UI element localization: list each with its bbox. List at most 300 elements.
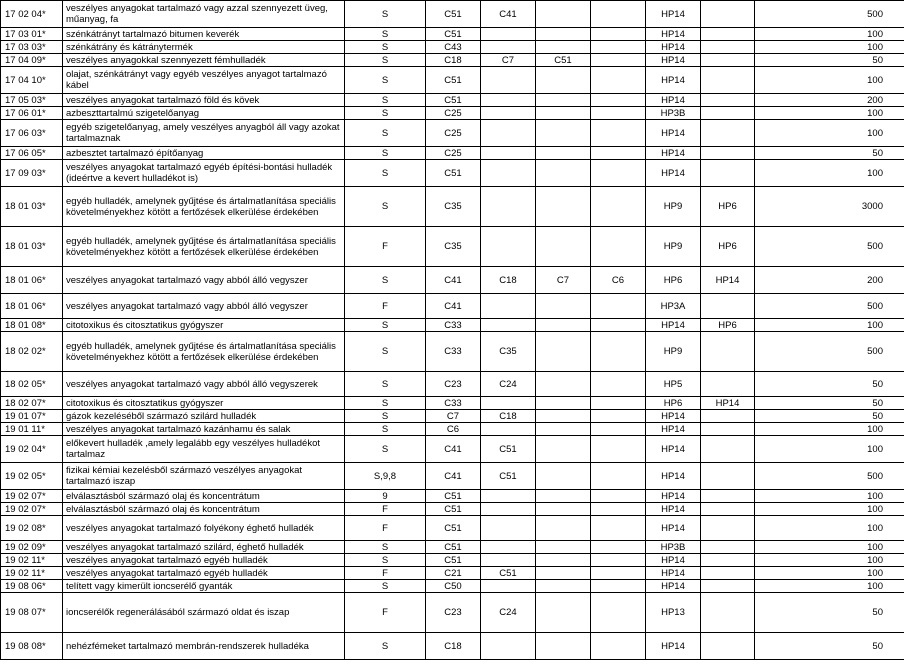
hp-code-1: HP3A	[646, 294, 701, 319]
c-code-4	[591, 147, 646, 160]
physical-state: S	[345, 147, 426, 160]
waste-code: 17 03 03*	[1, 41, 63, 54]
c-code-3	[536, 1, 591, 28]
hp-code-2	[701, 120, 755, 147]
physical-state: S	[345, 372, 426, 397]
c-code-2: C7	[481, 54, 536, 67]
waste-code: 18 01 03*	[1, 227, 63, 267]
hp-code-1: HP13	[646, 593, 701, 633]
c-code-2	[481, 67, 536, 94]
c-code-4	[591, 54, 646, 67]
hp-code-1: HP14	[646, 120, 701, 147]
c-code-1: C50	[426, 580, 481, 593]
physical-state: F	[345, 567, 426, 580]
table-row	[1, 397, 904, 410]
quantity: 500	[755, 294, 904, 319]
hp-code-1: HP9	[646, 332, 701, 372]
c-code-4	[591, 490, 646, 503]
c-code-2: C18	[481, 267, 536, 294]
physical-state: S	[345, 1, 426, 28]
c-code-1: C51	[426, 67, 481, 94]
c-code-4	[591, 319, 646, 332]
hp-code-2	[701, 147, 755, 160]
hp-code-1: HP14	[646, 633, 701, 660]
waste-description: veszélyes anyagokat tartalmazó vagy abból álló vegyszer	[63, 294, 345, 319]
hp-code-1: HP14	[646, 160, 701, 187]
c-code-1: C25	[426, 120, 481, 147]
waste-description: egyéb hulladék, amelynek gyűjtése és ártalmatlanítása speciális követelményekhez kötött a fertőzések elkerülése érdekében	[63, 187, 345, 227]
c-code-3	[536, 187, 591, 227]
table-row	[1, 332, 904, 372]
c-code-4	[591, 580, 646, 593]
c-code-1: C43	[426, 41, 481, 54]
table-row	[1, 567, 904, 580]
waste-description: veszélyes anyagokat tartalmazó vagy abból álló vegyszerek	[63, 372, 345, 397]
waste-description: veszélyes anyagokat tartalmazó folyékony éghető hulladék	[63, 516, 345, 541]
hp-code-2	[701, 463, 755, 490]
physical-state: S	[345, 319, 426, 332]
c-code-2	[481, 516, 536, 541]
waste-code: 18 01 06*	[1, 294, 63, 319]
waste-code: 18 02 02*	[1, 332, 63, 372]
c-code-3	[536, 410, 591, 423]
c-code-1: C41	[426, 436, 481, 463]
waste-description: citotoxikus és citosztatikus gyógyszer	[63, 319, 345, 332]
table-row	[1, 503, 904, 516]
waste-description: elválasztásból származó olaj és koncentrátum	[63, 490, 345, 503]
quantity: 500	[755, 332, 904, 372]
c-code-2	[481, 503, 536, 516]
hp-code-2	[701, 67, 755, 94]
waste-description: olajat, szénkátrányt vagy egyéb veszélyes anyagot tartalmazó kábel	[63, 67, 345, 94]
c-code-1: C51	[426, 490, 481, 503]
quantity: 50	[755, 593, 904, 633]
hp-code-1: HP5	[646, 372, 701, 397]
c-code-3	[536, 554, 591, 567]
hp-code-2	[701, 516, 755, 541]
c-code-2	[481, 633, 536, 660]
waste-code: 19 02 05*	[1, 463, 63, 490]
c-code-2: C35	[481, 332, 536, 372]
c-code-1: C41	[426, 463, 481, 490]
quantity: 50	[755, 147, 904, 160]
table-row	[1, 267, 904, 294]
waste-description: veszélyes anyagokat tartalmazó vagy abból álló vegyszer	[63, 267, 345, 294]
c-code-3: C51	[536, 54, 591, 67]
waste-description: szénkátrányt tartalmazó bitumen keverék	[63, 28, 345, 41]
waste-code: 19 02 04*	[1, 436, 63, 463]
quantity: 100	[755, 319, 904, 332]
table-row	[1, 67, 904, 94]
quantity: 3000	[755, 187, 904, 227]
physical-state: F	[345, 593, 426, 633]
hp-code-1: HP14	[646, 94, 701, 107]
hp-code-1: HP14	[646, 41, 701, 54]
table-row	[1, 147, 904, 160]
c-code-1: C18	[426, 54, 481, 67]
c-code-3	[536, 593, 591, 633]
hp-code-2	[701, 541, 755, 554]
c-code-1: C25	[426, 107, 481, 120]
c-code-4	[591, 120, 646, 147]
quantity: 50	[755, 397, 904, 410]
waste-code: 19 02 09*	[1, 541, 63, 554]
c-code-3	[536, 490, 591, 503]
c-code-3	[536, 397, 591, 410]
table-row	[1, 94, 904, 107]
hp-code-2	[701, 567, 755, 580]
quantity: 100	[755, 423, 904, 436]
waste-code: 17 04 09*	[1, 54, 63, 67]
physical-state: S	[345, 41, 426, 54]
table-row	[1, 120, 904, 147]
table-row	[1, 580, 904, 593]
quantity: 50	[755, 633, 904, 660]
waste-description: veszélyes anyagokkal szennyezett fémhulladék	[63, 54, 345, 67]
hp-code-1: HP14	[646, 580, 701, 593]
c-code-1: C6	[426, 423, 481, 436]
hp-code-1: HP14	[646, 147, 701, 160]
table-row	[1, 319, 904, 332]
physical-state: S	[345, 541, 426, 554]
c-code-1: C51	[426, 554, 481, 567]
quantity: 100	[755, 567, 904, 580]
hp-code-2	[701, 160, 755, 187]
waste-table-body	[1, 1, 904, 660]
c-code-4	[591, 503, 646, 516]
c-code-3	[536, 227, 591, 267]
hp-code-2	[701, 554, 755, 567]
table-row	[1, 227, 904, 267]
c-code-4	[591, 633, 646, 660]
waste-code: 17 05 03*	[1, 94, 63, 107]
physical-state: 9	[345, 490, 426, 503]
hp-code-2	[701, 633, 755, 660]
c-code-1: C51	[426, 1, 481, 28]
c-code-4	[591, 463, 646, 490]
c-code-3	[536, 503, 591, 516]
table-row	[1, 490, 904, 503]
c-code-1: C23	[426, 372, 481, 397]
hp-code-2	[701, 332, 755, 372]
c-code-4	[591, 410, 646, 423]
physical-state: S	[345, 160, 426, 187]
c-code-2	[481, 294, 536, 319]
table-row	[1, 41, 904, 54]
hp-code-1: HP9	[646, 187, 701, 227]
hp-code-2	[701, 490, 755, 503]
hp-code-2	[701, 28, 755, 41]
waste-code: 18 01 06*	[1, 267, 63, 294]
c-code-4	[591, 227, 646, 267]
table-row	[1, 372, 904, 397]
hp-code-2	[701, 436, 755, 463]
c-code-2	[481, 187, 536, 227]
hp-code-2	[701, 107, 755, 120]
waste-description: veszélyes anyagokat tartalmazó egyéb építési-bontási hulladék (ideértve a kevert hulladékot is)	[63, 160, 345, 187]
waste-description: elválasztásból származó olaj és koncentrátum	[63, 503, 345, 516]
c-code-4	[591, 372, 646, 397]
c-code-4	[591, 107, 646, 120]
waste-code: 17 06 03*	[1, 120, 63, 147]
physical-state: S	[345, 397, 426, 410]
physical-state: S	[345, 67, 426, 94]
waste-description: veszélyes anyagokat tartalmazó vagy azzal szennyezett üveg, műanyag, fa	[63, 1, 345, 28]
waste-description: nehézfémeket tartalmazó membrán-rendszerek hulladéka	[63, 633, 345, 660]
quantity: 50	[755, 372, 904, 397]
waste-description: azbeszttartalmú szigetelőanyag	[63, 107, 345, 120]
hp-code-1: HP14	[646, 436, 701, 463]
physical-state: S	[345, 120, 426, 147]
quantity: 200	[755, 267, 904, 294]
table-row	[1, 107, 904, 120]
physical-state: S	[345, 633, 426, 660]
c-code-3	[536, 423, 591, 436]
c-code-2	[481, 319, 536, 332]
hp-code-2	[701, 580, 755, 593]
table-row	[1, 410, 904, 423]
physical-state: S	[345, 28, 426, 41]
physical-state: F	[345, 294, 426, 319]
c-code-3	[536, 120, 591, 147]
waste-description: citotoxikus és citosztatikus gyógyszer	[63, 397, 345, 410]
waste-code: 19 02 11*	[1, 567, 63, 580]
c-code-2: C41	[481, 1, 536, 28]
c-code-4	[591, 567, 646, 580]
c-code-2	[481, 107, 536, 120]
c-code-2: C24	[481, 593, 536, 633]
c-code-2: C51	[481, 436, 536, 463]
hp-code-2	[701, 410, 755, 423]
c-code-3	[536, 67, 591, 94]
hp-code-2: HP6	[701, 227, 755, 267]
c-code-3	[536, 28, 591, 41]
physical-state: F	[345, 503, 426, 516]
c-code-1: C35	[426, 227, 481, 267]
waste-code: 17 09 03*	[1, 160, 63, 187]
hp-code-1: HP14	[646, 503, 701, 516]
table-row	[1, 593, 904, 633]
table-row	[1, 463, 904, 490]
c-code-1: C18	[426, 633, 481, 660]
table-row	[1, 1, 904, 28]
hp-code-2: HP14	[701, 397, 755, 410]
c-code-2	[481, 120, 536, 147]
quantity: 100	[755, 41, 904, 54]
waste-code: 18 01 08*	[1, 319, 63, 332]
waste-code: 17 06 05*	[1, 147, 63, 160]
c-code-3	[536, 319, 591, 332]
c-code-1: C23	[426, 593, 481, 633]
c-code-2	[481, 147, 536, 160]
waste-code: 17 03 01*	[1, 28, 63, 41]
table-row	[1, 423, 904, 436]
waste-description: fizikai kémiai kezelésből származó veszélyes anyagokat tartalmazó iszap	[63, 463, 345, 490]
table-row	[1, 436, 904, 463]
waste-code: 19 02 07*	[1, 503, 63, 516]
table-row	[1, 28, 904, 41]
c-code-1: C51	[426, 28, 481, 41]
c-code-3	[536, 41, 591, 54]
hp-code-1: HP14	[646, 463, 701, 490]
waste-code: 19 08 07*	[1, 593, 63, 633]
physical-state: S	[345, 332, 426, 372]
c-code-4	[591, 397, 646, 410]
c-code-3	[536, 107, 591, 120]
hp-code-1: HP9	[646, 227, 701, 267]
hp-code-2: HP14	[701, 267, 755, 294]
hp-code-1: HP14	[646, 516, 701, 541]
hp-code-1: HP14	[646, 410, 701, 423]
waste-description: veszélyes anyagokat tartalmazó föld és kövek	[63, 94, 345, 107]
waste-description: veszélyes anyagokat tartalmazó szilárd, éghető hulladék	[63, 541, 345, 554]
hp-code-1: HP14	[646, 54, 701, 67]
waste-code: 17 02 04*	[1, 1, 63, 28]
waste-description: veszélyes anyagokat tartalmazó egyéb hulladék	[63, 567, 345, 580]
physical-state: S	[345, 580, 426, 593]
waste-code: 19 01 11*	[1, 423, 63, 436]
waste-code: 19 02 11*	[1, 554, 63, 567]
c-code-4	[591, 554, 646, 567]
physical-state: F	[345, 227, 426, 267]
waste-description: szénkátrány és kátránytermék	[63, 41, 345, 54]
c-code-1: C25	[426, 147, 481, 160]
quantity: 50	[755, 410, 904, 423]
c-code-4	[591, 1, 646, 28]
quantity: 500	[755, 227, 904, 267]
waste-description: előkevert hulladék ,amely legalább egy veszélyes hulladékot tartalmaz	[63, 436, 345, 463]
waste-description: ioncserélők regenerálásából származó oldat és iszap	[63, 593, 345, 633]
c-code-3	[536, 372, 591, 397]
quantity: 100	[755, 490, 904, 503]
c-code-3	[536, 436, 591, 463]
quantity: 100	[755, 28, 904, 41]
physical-state: S	[345, 436, 426, 463]
c-code-4	[591, 593, 646, 633]
c-code-3	[536, 580, 591, 593]
c-code-3	[536, 160, 591, 187]
quantity: 100	[755, 120, 904, 147]
c-code-2	[481, 94, 536, 107]
c-code-4	[591, 67, 646, 94]
quantity: 100	[755, 436, 904, 463]
hp-code-2	[701, 423, 755, 436]
hp-code-1: HP14	[646, 567, 701, 580]
c-code-3: C7	[536, 267, 591, 294]
c-code-3	[536, 94, 591, 107]
c-code-1: C41	[426, 294, 481, 319]
table-row	[1, 187, 904, 227]
quantity: 500	[755, 1, 904, 28]
table-row	[1, 54, 904, 67]
waste-description: egyéb hulladék, amelynek gyűjtése és ártalmatlanítása speciális követelményekhez kötött a fertőzések elkerülése érdekében	[63, 227, 345, 267]
table-row	[1, 554, 904, 567]
hp-code-2	[701, 1, 755, 28]
hp-code-1: HP14	[646, 67, 701, 94]
c-code-4	[591, 516, 646, 541]
table-row	[1, 160, 904, 187]
waste-code: 19 02 08*	[1, 516, 63, 541]
quantity: 100	[755, 516, 904, 541]
c-code-1: C7	[426, 410, 481, 423]
c-code-1: C51	[426, 503, 481, 516]
hp-code-1: HP14	[646, 1, 701, 28]
c-code-2	[481, 28, 536, 41]
waste-code: 18 02 07*	[1, 397, 63, 410]
c-code-1: C33	[426, 332, 481, 372]
c-code-1: C51	[426, 160, 481, 187]
hp-code-1: HP14	[646, 490, 701, 503]
c-code-4: C6	[591, 267, 646, 294]
physical-state: S	[345, 107, 426, 120]
waste-code: 19 01 07*	[1, 410, 63, 423]
c-code-3	[536, 294, 591, 319]
table-row	[1, 541, 904, 554]
c-code-4	[591, 187, 646, 227]
waste-code: 17 06 01*	[1, 107, 63, 120]
c-code-4	[591, 28, 646, 41]
hp-code-2	[701, 94, 755, 107]
physical-state: S	[345, 554, 426, 567]
table-row	[1, 294, 904, 319]
quantity: 100	[755, 541, 904, 554]
c-code-4	[591, 160, 646, 187]
c-code-2	[481, 423, 536, 436]
hp-code-1: HP3B	[646, 107, 701, 120]
hp-code-1: HP3B	[646, 541, 701, 554]
hp-code-1: HP14	[646, 28, 701, 41]
hp-code-1: HP6	[646, 267, 701, 294]
waste-description: azbesztet tartalmazó építőanyag	[63, 147, 345, 160]
hp-code-1: HP14	[646, 554, 701, 567]
c-code-4	[591, 332, 646, 372]
physical-state: S	[345, 54, 426, 67]
physical-state: S	[345, 267, 426, 294]
waste-description: egyéb szigetelőanyag, amely veszélyes anyagból áll vagy azokat tartalmaznak	[63, 120, 345, 147]
c-code-1: C51	[426, 94, 481, 107]
c-code-2: C18	[481, 410, 536, 423]
physical-state: S,9,8	[345, 463, 426, 490]
c-code-3	[536, 147, 591, 160]
c-code-1: C21	[426, 567, 481, 580]
c-code-3	[536, 463, 591, 490]
quantity: 50	[755, 54, 904, 67]
c-code-2: C24	[481, 372, 536, 397]
quantity: 100	[755, 554, 904, 567]
waste-description: gázok kezeléséből származó szilárd hulladék	[63, 410, 345, 423]
hp-code-1: HP6	[646, 397, 701, 410]
quantity: 200	[755, 94, 904, 107]
c-code-2: C51	[481, 463, 536, 490]
physical-state: S	[345, 410, 426, 423]
hp-code-2	[701, 41, 755, 54]
hp-code-2: HP6	[701, 187, 755, 227]
physical-state: S	[345, 94, 426, 107]
c-code-2: C51	[481, 567, 536, 580]
hp-code-2	[701, 503, 755, 516]
hp-code-2	[701, 593, 755, 633]
c-code-1: C35	[426, 187, 481, 227]
waste-code: 17 04 10*	[1, 67, 63, 94]
c-code-2	[481, 541, 536, 554]
hp-code-2	[701, 372, 755, 397]
waste-code: 19 02 07*	[1, 490, 63, 503]
physical-state: S	[345, 423, 426, 436]
waste-description: veszélyes anyagokat tartalmazó kazánhamu és salak	[63, 423, 345, 436]
c-code-2	[481, 160, 536, 187]
c-code-2	[481, 227, 536, 267]
physical-state: F	[345, 516, 426, 541]
